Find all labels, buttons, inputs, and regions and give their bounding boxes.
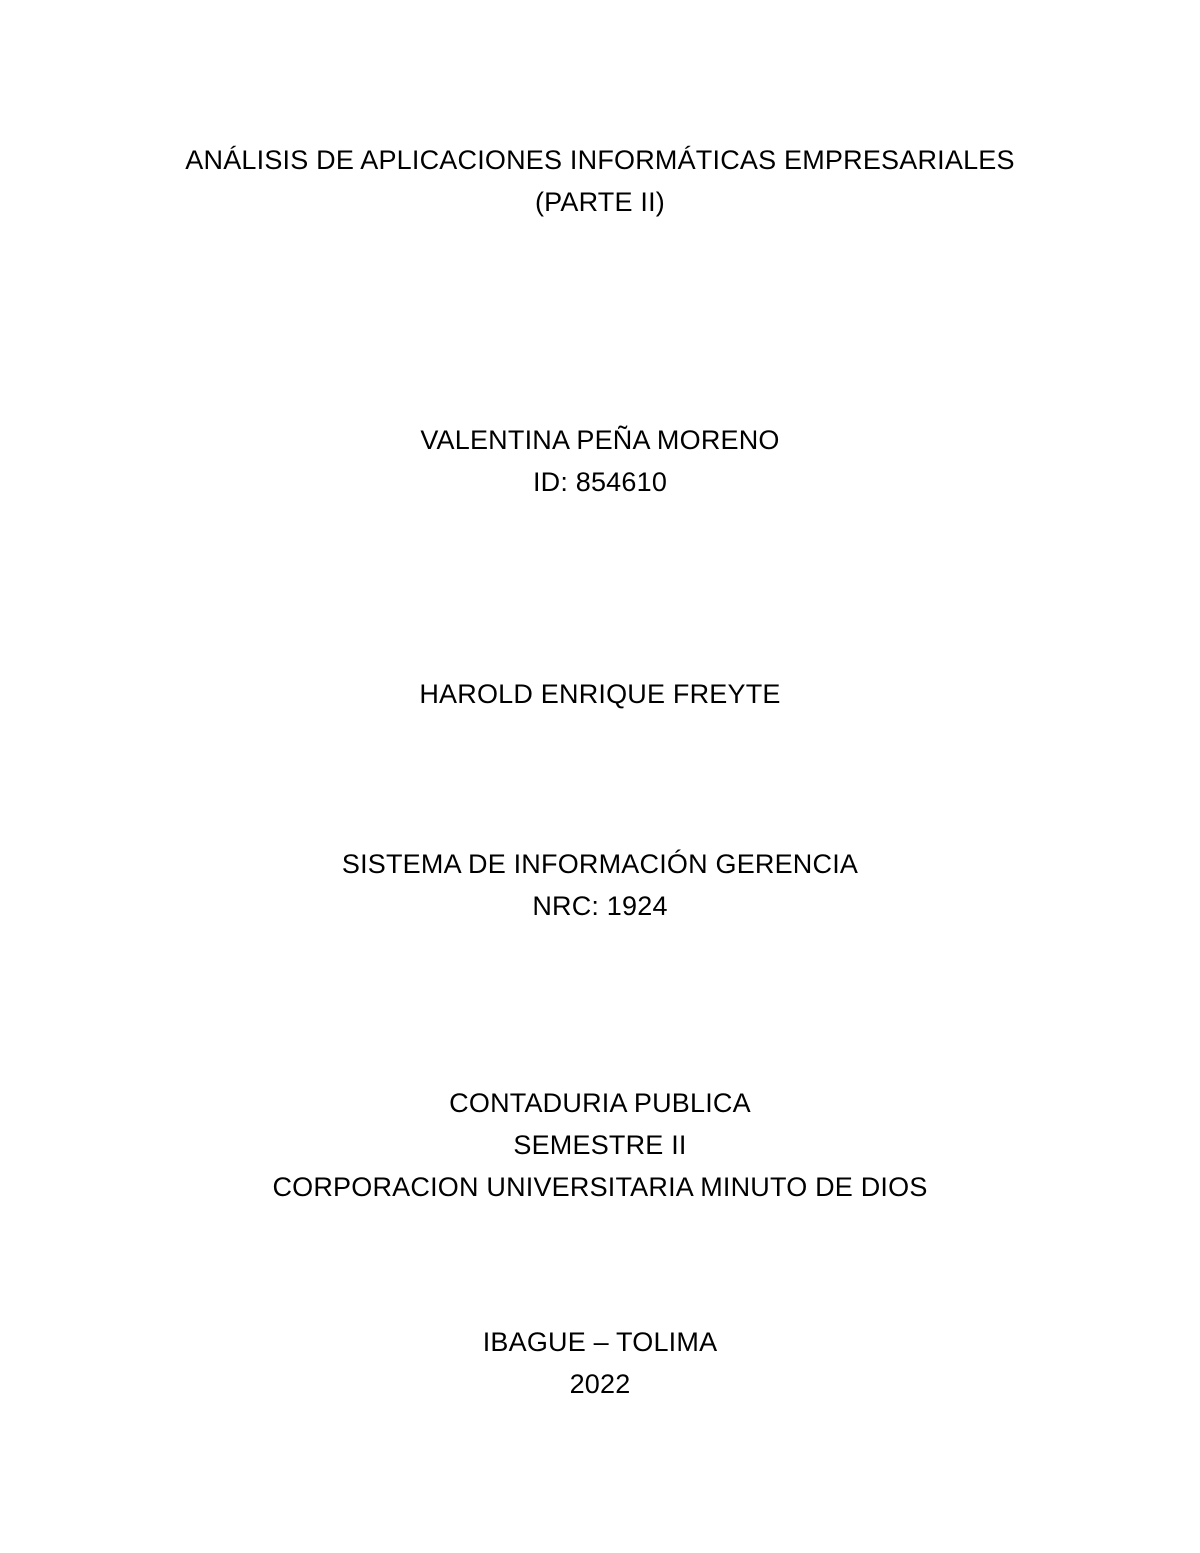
student-id: ID: 854610 — [532, 467, 668, 497]
student-name: VALENTINA PEÑA MORENO — [420, 425, 780, 455]
course-name: SISTEMA DE INFORMACIÓN GERENCIA — [341, 849, 859, 879]
institution-name: CORPORACION UNIVERSITARIA MINUTO DE DIOS — [272, 1172, 928, 1202]
course-nrc: NRC: 1924 — [532, 891, 668, 921]
year: 2022 — [569, 1369, 631, 1399]
teacher-name: HAROLD ENRIQUE FREYTE — [419, 679, 781, 709]
document-title-line-2: (PARTE II) — [534, 187, 665, 217]
semester: SEMESTRE II — [513, 1130, 687, 1160]
document-title-line-1: ANÁLISIS DE APLICACIONES INFORMÁTICAS EMPRESARIALES — [185, 145, 1015, 175]
city-location: IBAGUE – TOLIMA — [482, 1327, 718, 1357]
program-name: CONTADURIA PUBLICA — [449, 1088, 751, 1118]
